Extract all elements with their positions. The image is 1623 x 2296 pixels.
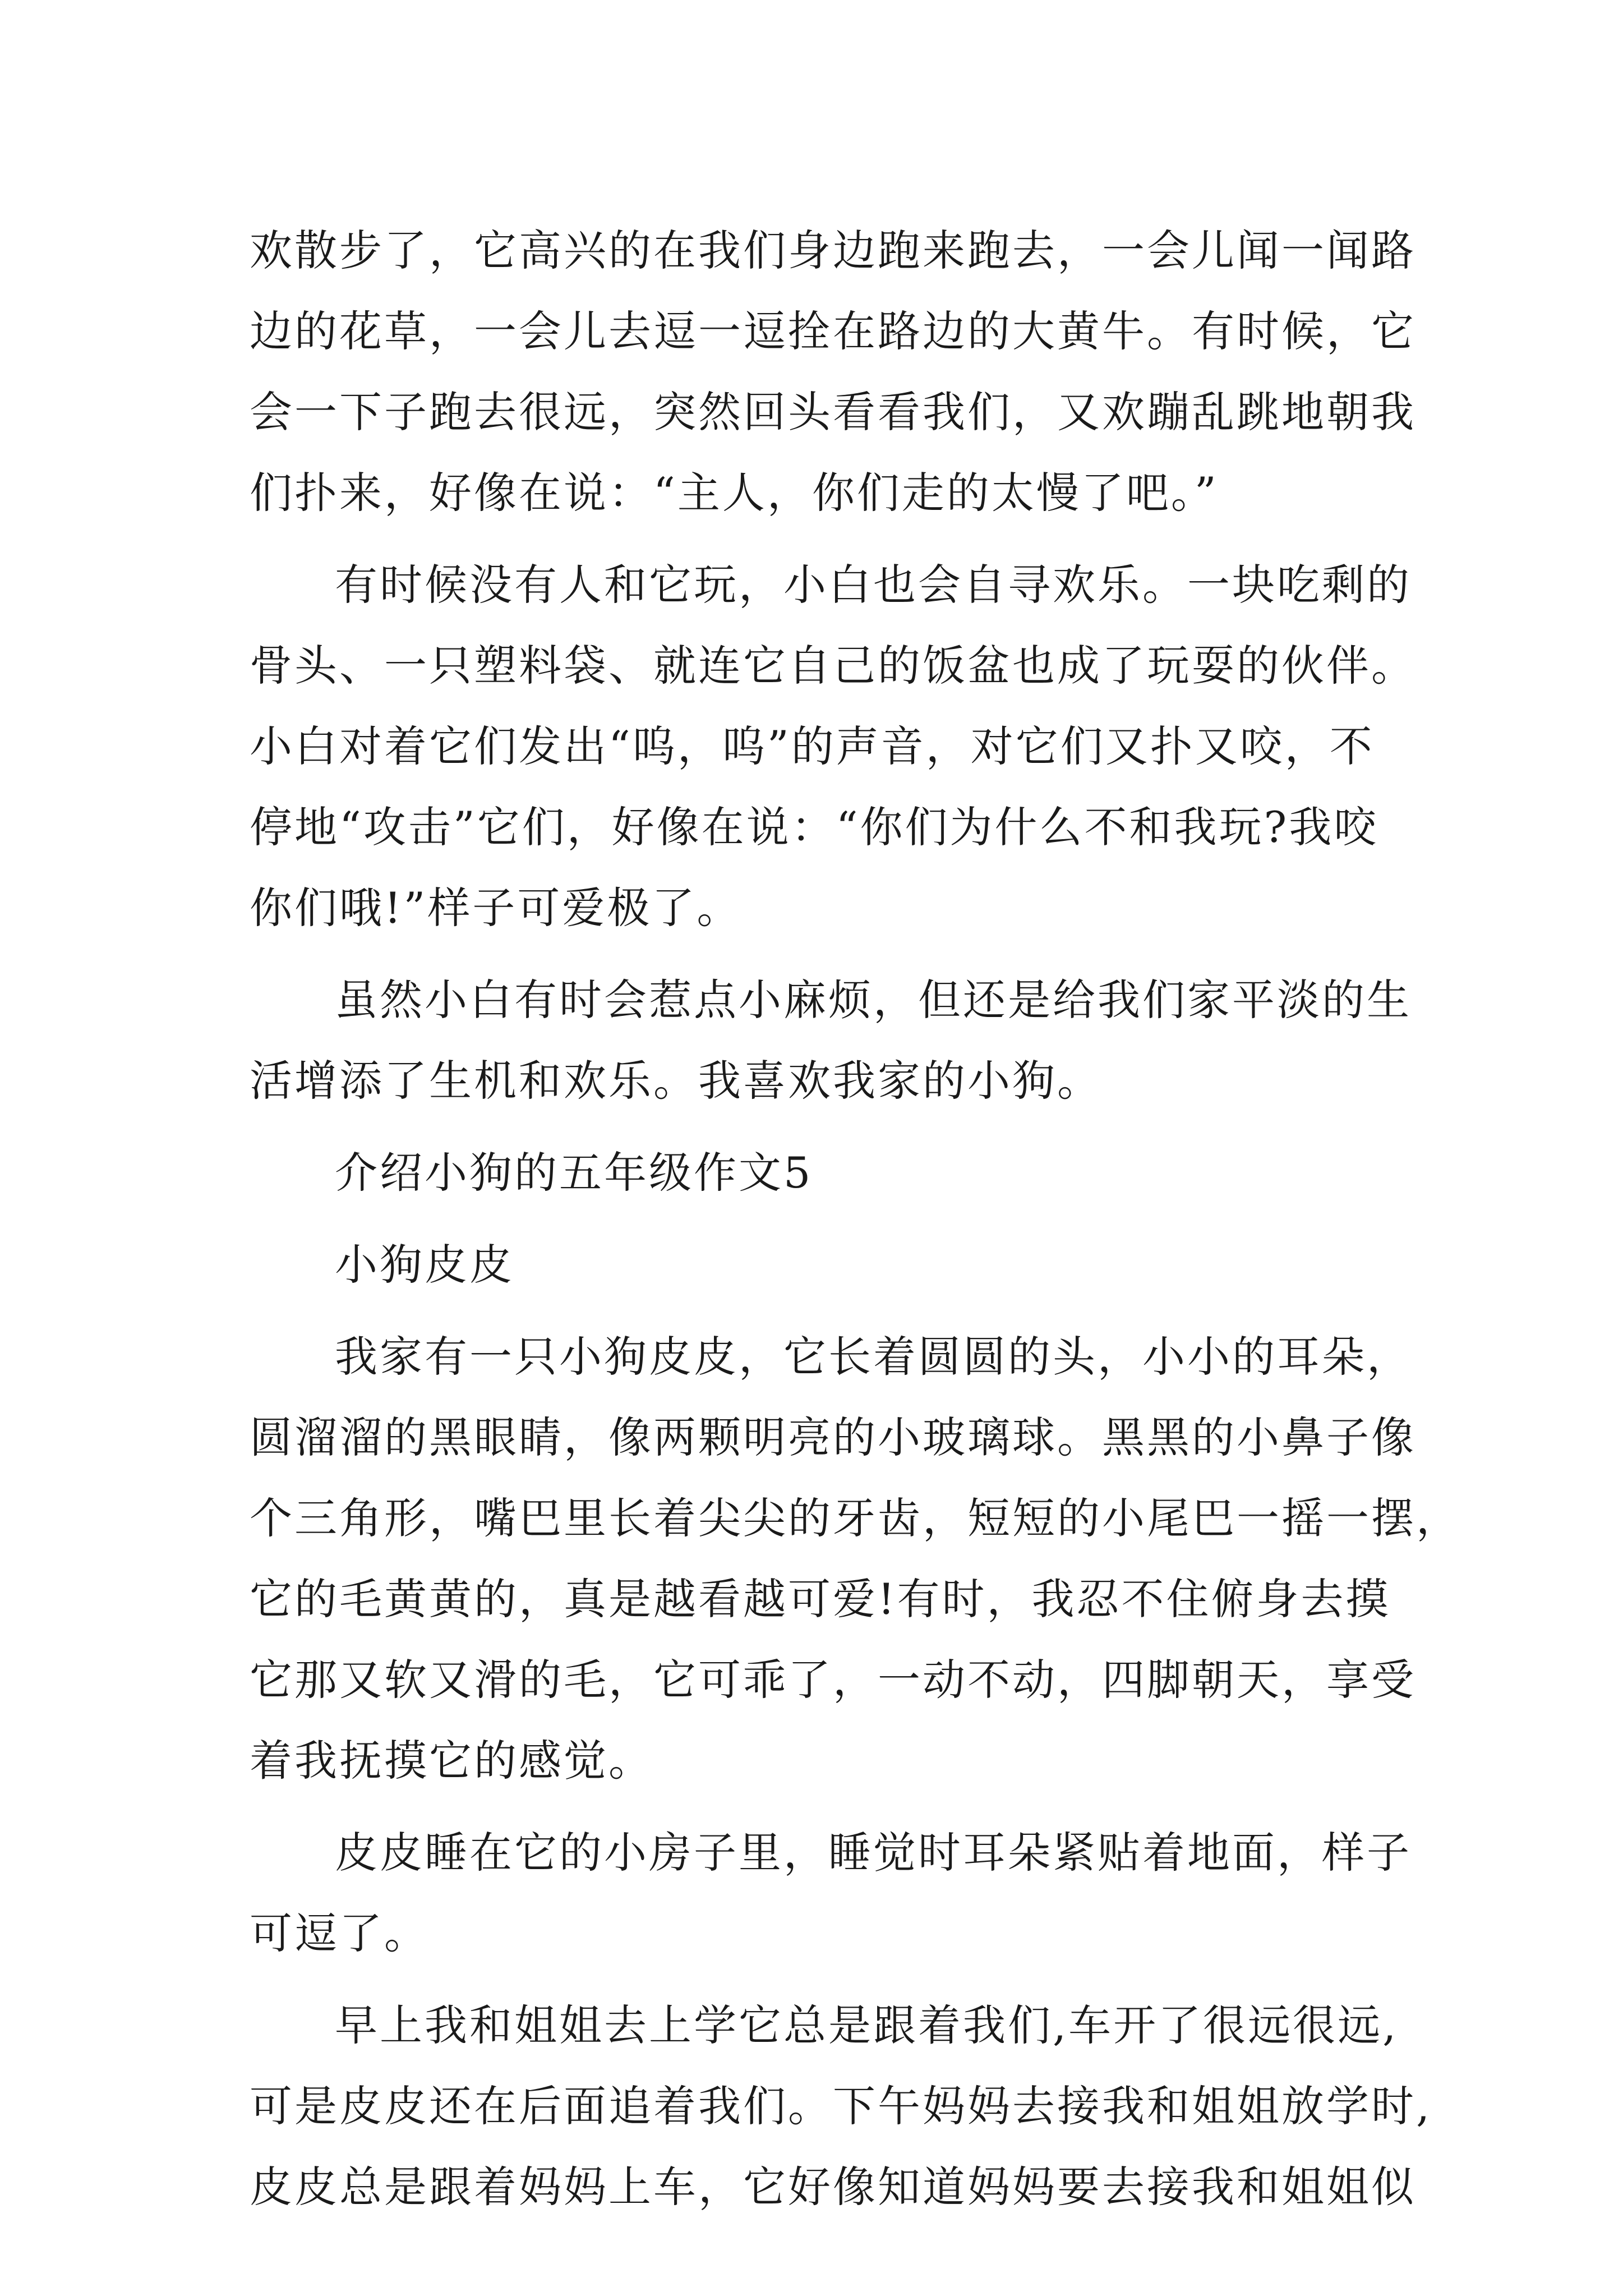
- text-line: 停地“攻击”它们，好像在说：“你们为什么不和我玩?我咬: [250, 802, 1379, 852]
- text-line: 它那又软又滑的毛，它可乖了，一动不动，四脚朝天，享受: [250, 1655, 1416, 1705]
- text-line: 圆溜溜的黑眼睛，像两颗明亮的小玻璃球。黑黑的小鼻子像: [250, 1412, 1416, 1462]
- paragraph-start-line: 我家有一只小狗皮皮，它长着圆圆的头，小小的耳朵，: [335, 1332, 1412, 1382]
- text-line: 它的毛黄黄的，真是越看越可爱!有时，我忍不住俯身去摸: [250, 1574, 1391, 1624]
- text-line: 小白对着它们发出“呜，呜”的声音，对它们又扑又咬，不: [250, 721, 1375, 771]
- paragraph-start-line: 皮皮睡在它的小房子里，睡觉时耳朵紧贴着地面，样子: [335, 1828, 1412, 1878]
- text-line: 皮皮总是跟着妈妈上车，它好像知道妈妈要去接我和姐姐似: [250, 2162, 1416, 2212]
- text-line: 骨头、一只塑料袋、就连它自己的饭盆也成了玩耍的伙伴。: [250, 641, 1416, 691]
- essay-title: 小狗皮皮: [335, 1240, 514, 1290]
- paragraph-start-line: 早上我和姐姐去上学它总是跟着我们,车开了很远很远,: [335, 2000, 1399, 2050]
- text-line: 个三角形，嘴巴里长着尖尖的牙齿，短短的小尾巴一摇一摆，: [250, 1493, 1461, 1543]
- paragraph-gap: [250, 1213, 1396, 1225]
- paragraph-gap: [250, 533, 1396, 545]
- paragraph-start-line: 有时候没有人和它玩，小白也会自寻欢乐。一块吃剩的: [335, 560, 1412, 610]
- text-line: 会一下子跑去很远，突然回头看看我们，又欢蹦乱跳地朝我: [250, 387, 1416, 437]
- paragraph-start-line: 虽然小白有时会惹点小麻烦，但还是给我们家平淡的生: [335, 975, 1412, 1025]
- text-line: 活增添了生机和欢乐。我喜欢我家的小狗。: [250, 1056, 1102, 1106]
- paragraph-gap: [250, 1305, 1396, 1317]
- paragraph-gap: [250, 1121, 1396, 1133]
- section-title: 介绍小狗的五年级作文5: [335, 1148, 813, 1198]
- paragraph-gap: [250, 1801, 1396, 1812]
- document-body: [250, 210, 1461, 2228]
- text-line: 们扑来，好像在说：“主人，你们走的太慢了吧。”: [250, 468, 1219, 518]
- text-line: 你们哦!”样子可爱极了。: [250, 883, 742, 933]
- text-line: 着我抚摸它的感觉。: [250, 1736, 653, 1786]
- text-line: 欢散步了，它高兴的在我们身边跑来跑去，一会儿闻一闻路: [250, 226, 1416, 275]
- paragraph-gap: [250, 949, 1396, 960]
- text-line: 可是皮皮还在后面追着我们。下午妈妈去接我和姐姐放学时,: [250, 2081, 1432, 2131]
- text-line: 边的花草，一会儿去逗一逗拴在路边的大黄牛。有时候，它: [250, 306, 1416, 356]
- paragraph-gap: [250, 1974, 1396, 1985]
- text-line: 可逗了。: [250, 1908, 429, 1958]
